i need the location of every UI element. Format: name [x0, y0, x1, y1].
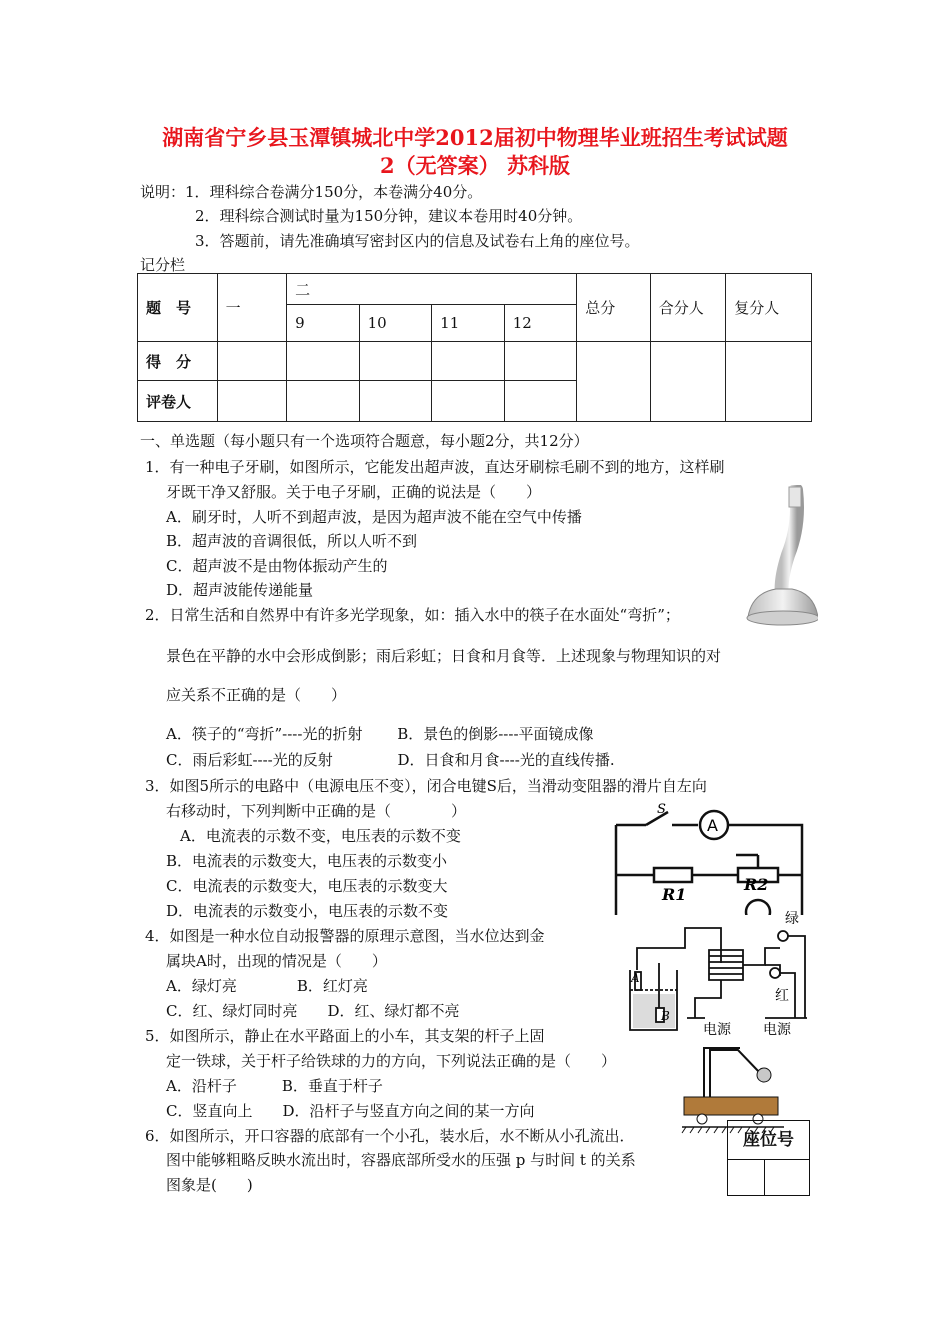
grader-cell[interactable]: [359, 381, 432, 422]
q3-option-d: D．电流表的示数变小，电压表的示数不变: [166, 902, 449, 920]
header-q9: 9: [287, 305, 360, 342]
q2-options-ab: A．筷子的“弯折”----光的折射 B．景色的倒影----平面镜成像: [166, 725, 594, 743]
grader-cell[interactable]: [504, 381, 577, 422]
q1-option-b: B．超声波的音调很低，所以人听不到: [166, 532, 418, 550]
toothbrush-figure: [718, 485, 818, 627]
q6-stem-line3: 图象是( ): [166, 1176, 253, 1194]
score-cell[interactable]: [217, 342, 287, 381]
switch-label: S: [657, 802, 666, 817]
section-heading: 一、单选题（每小题只有一个选项符合题意，每小题2分，共12分）: [140, 432, 589, 450]
green-lamp-label: 绿: [785, 911, 799, 927]
reviewer-cell[interactable]: [726, 342, 812, 422]
ammeter-label: A: [707, 816, 718, 835]
q3-option-b: B．电流表的示数变大，电压表的示数变小: [166, 852, 448, 870]
seat-number-label: 座位号: [728, 1121, 809, 1160]
r2-label: R2: [744, 875, 769, 894]
note-2: 2．理科综合测试时量为150分钟，建议本卷用时40分钟。: [195, 207, 583, 225]
q1-option-a: A．刷牙时，人听不到超声波，是因为超声波不能在空气中传播: [166, 508, 582, 526]
seat-divider: [764, 1159, 765, 1196]
header-part-one: 一: [217, 274, 287, 342]
q5-options-cd: C．竖直向上 D．沿杆子与竖直方向之间的某一方向: [166, 1102, 535, 1120]
metal-b-label: B: [661, 1009, 670, 1023]
score-cell[interactable]: [287, 342, 360, 381]
page-title: 湖南省宁乡县玉潭镇城北中学2012届初中物理毕业班招生考试试题: [162, 125, 788, 150]
q1-stem-line1: 1．有一种电子牙刷，如图所示，它能发出超声波，直达牙刷棕毛刷不到的地方，这样刷: [145, 458, 725, 476]
q4-stem-line1: 4．如图是一种水位自动报警器的原理示意图，当水位达到金: [145, 927, 545, 945]
q4-options-cd: C．红、绿灯同时亮 D．红、绿灯都不亮: [166, 1002, 460, 1020]
header-reviewer: 复分人: [726, 274, 812, 342]
score-cell[interactable]: [504, 342, 577, 381]
q5-stem-line2: 定一铁球，关于杆子给铁球的力的方向，下列说法正确的是（ ）: [166, 1052, 617, 1070]
header-part-two: 二: [287, 274, 577, 305]
header-total: 总分: [577, 274, 651, 342]
q6-stem-line1: 6．如图所示，开口容器的底部有一个小孔，装水后，水不断从小孔流出．: [145, 1127, 635, 1145]
power-label-2: 电源: [763, 1022, 791, 1038]
row-grader-label: 评卷人: [138, 381, 218, 422]
row-score-label: 得 分: [138, 342, 218, 381]
red-lamp-label: 红: [775, 988, 789, 1004]
note-1: 说明：1．理科综合卷满分150分，本卷满分40分。: [140, 183, 483, 201]
metal-a-label: A: [631, 971, 640, 985]
score-table-caption: 记分栏: [140, 256, 186, 274]
seat-number-box: [727, 1120, 810, 1196]
q4-options-ab: A．绿灯亮 B．红灯亮: [166, 977, 368, 995]
q2-stem-line2: 景色在平静的水中会形成倒影；雨后彩虹；日食和月食等．上述现象与物理知识的对: [166, 647, 722, 665]
q2-stem-line3: 应关系不正确的是（ ）: [166, 686, 347, 704]
grader-cell[interactable]: [432, 381, 505, 422]
header-q10: 10: [359, 305, 432, 342]
q2-stem-line1: 2．日常生活和自然界中有许多光学现象，如：插入水中的筷子在水面处“弯折”；: [145, 606, 680, 624]
page-subtitle: 2（无答案） 苏科版: [380, 153, 570, 178]
q3-option-c: C．电流表的示数变大，电压表的示数变大: [166, 877, 448, 895]
score-cell[interactable]: [359, 342, 432, 381]
tallier-cell[interactable]: [650, 342, 726, 422]
header-tallier: 合分人: [650, 274, 726, 342]
note-3: 3．答题前，请先准确填写密封区内的信息及试卷右上角的座位号。: [195, 232, 640, 250]
q4-stem-line2: 属块A时，出现的情况是（ ）: [166, 952, 387, 970]
grader-cell[interactable]: [217, 381, 287, 422]
q5-options-ab: A．沿杆子 B．垂直于杆子: [166, 1077, 383, 1095]
q3-stem-line1: 3．如图5所示的电路中（电源电压不变），闭合电键S后，当滑动变阻器的滑片自左向: [145, 777, 707, 795]
r1-label: R1: [662, 885, 687, 904]
header-q11: 11: [432, 305, 505, 342]
water-alarm-figure: [625, 908, 815, 1038]
grader-cell[interactable]: [287, 381, 360, 422]
score-cell[interactable]: [432, 342, 505, 381]
q1-option-c: C．超声波不是由物体振动产生的: [166, 557, 388, 575]
q5-stem-line1: 5．如图所示，静止在水平路面上的小车，其支架的杆子上固: [145, 1027, 545, 1045]
q1-option-d: D．超声波能传递能量: [166, 581, 314, 599]
q6-stem-line2: 图中能够粗略反映水流出时，容器底部所受水的压强 p 与时间 t 的关系: [166, 1151, 636, 1169]
header-q12: 12: [504, 305, 577, 342]
total-cell[interactable]: [577, 342, 651, 422]
q3-option-a: A．电流表的示数不变，电压表的示数不变: [180, 827, 461, 845]
q3-stem-line2: 右移动时，下列判断中正确的是（ ）: [166, 802, 467, 820]
power-label-1: 电源: [703, 1022, 731, 1038]
score-table: [137, 273, 812, 422]
header-question-number: 题 号: [138, 274, 218, 342]
q1-stem-line2: 牙既干净又舒服。关于电子牙刷，正确的说法是（ ）: [166, 483, 542, 501]
q2-options-cd: C．雨后彩虹----光的反射 D．日食和月食----光的直线传播.: [166, 751, 615, 769]
circuit-figure: [606, 800, 806, 915]
